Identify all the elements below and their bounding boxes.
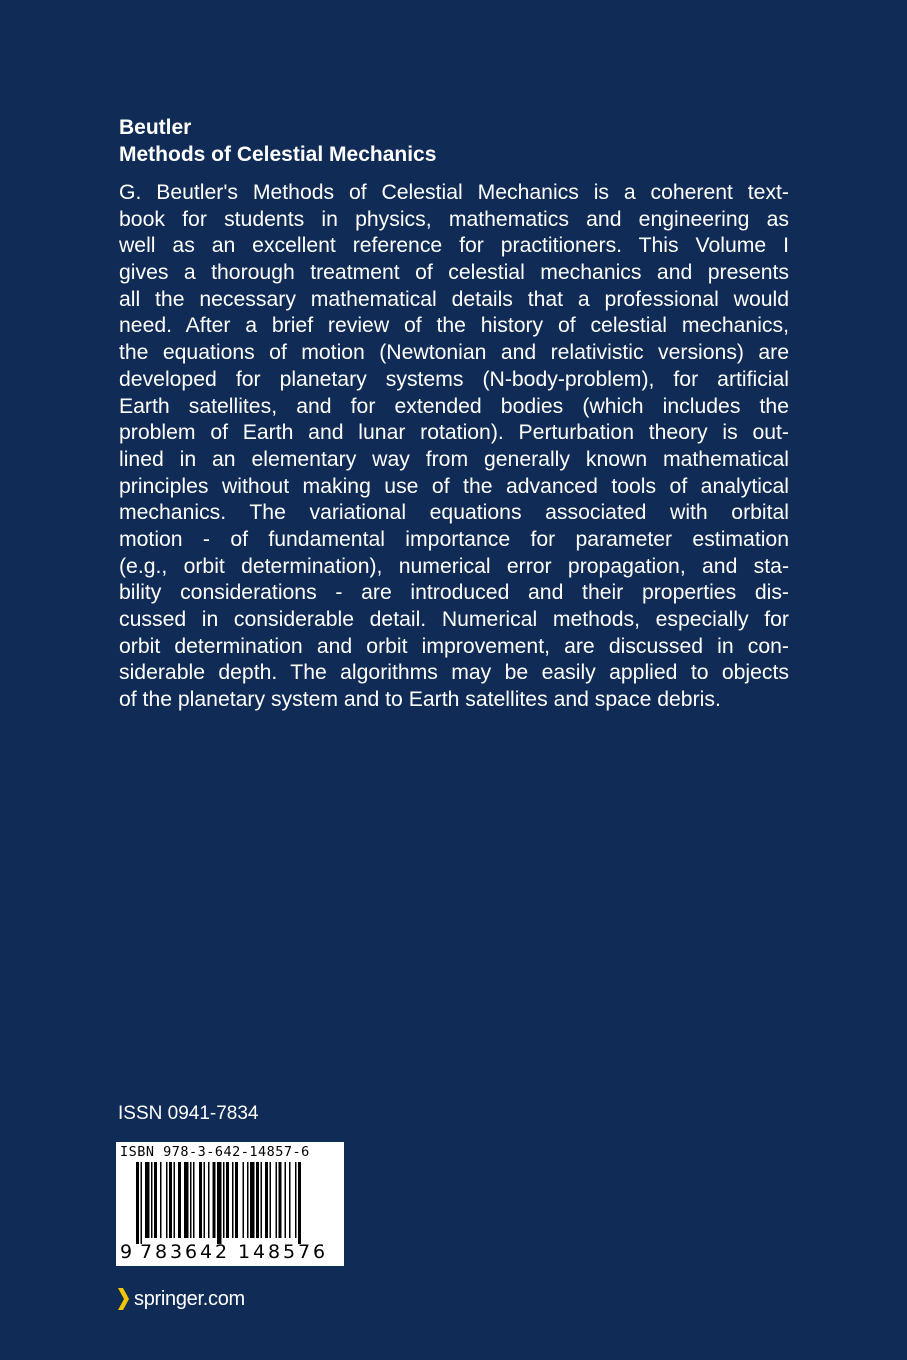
- isbn-barcode: [116, 1142, 344, 1266]
- barcode-digits: [116, 1239, 344, 1263]
- description-line: need. After a brief review of the history of celestial mechanics,: [119, 314, 789, 338]
- barcode-digit: 4: [253, 1241, 266, 1263]
- barcode-bar: [136, 1162, 139, 1244]
- barcode-digit: 7: [298, 1241, 311, 1263]
- barcode-bar: [217, 1162, 222, 1244]
- barcode-bar: [256, 1162, 259, 1238]
- description-line: lined in an elementary way from generally known mathematical: [119, 447, 789, 471]
- barcode-bar: [298, 1162, 301, 1244]
- description-line: orbit determination and orbit improvement, are discussed in con-: [119, 634, 789, 658]
- barcode-bar: [141, 1162, 143, 1244]
- barcode-bar: [174, 1162, 176, 1238]
- barcode-bar: [261, 1162, 263, 1238]
- barcode-digit: 8: [268, 1241, 281, 1263]
- barcode-bar: [232, 1162, 234, 1238]
- barcode-bar: [289, 1162, 291, 1238]
- barcode-bar: [190, 1162, 192, 1238]
- description-line: all the necessary mathematical details that a professional would: [119, 287, 789, 311]
- description-line: developed for planetary systems (N-body-problem), for artificial: [119, 367, 789, 391]
- barcode-bar: [265, 1162, 268, 1238]
- barcode-digit: 2: [215, 1241, 228, 1263]
- barcode-digit: 4: [200, 1241, 213, 1263]
- barcode-digit: 6: [313, 1241, 326, 1263]
- description-line: cussed in considerable detail. Numerical methods, especially for: [119, 608, 789, 631]
- barcode-bar: [213, 1162, 216, 1238]
- barcode-bar: [184, 1162, 189, 1238]
- barcode-bar: [145, 1162, 150, 1238]
- description-line: of the planetary system and to Earth satellites and space debris.: [119, 688, 721, 712]
- description-line: problem of Earth and lunar rotation). Perturbation theory is out-: [119, 421, 789, 445]
- barcode-digit: 1: [238, 1241, 251, 1263]
- author-name: Beutler: [119, 116, 192, 139]
- barcode-bar: [169, 1162, 172, 1238]
- description-line: principles without making use of the advanced tools of analytical: [119, 474, 789, 498]
- barcode-bar: [276, 1162, 278, 1238]
- description-line: mechanics. The variational equations associated with orbital: [119, 501, 789, 525]
- issn-number: ISSN 0941-7834: [118, 1103, 259, 1124]
- barcode-digit: 5: [283, 1241, 296, 1263]
- description-line: Earth satellites, and for extended bodies (which includes the: [119, 394, 789, 418]
- description-line: the equations of motion (Newtonian and relativistic versions) are: [119, 341, 789, 365]
- barcode-bar: [166, 1162, 168, 1238]
- springer-logo: [117, 1286, 245, 1312]
- barcode-bar: [160, 1162, 162, 1238]
- description-line: G. Beutler's Methods of Celestial Mechanics is a coherent text-: [119, 181, 789, 204]
- barcode-bar: [154, 1162, 157, 1238]
- description-line: (e.g., orbit determination), numerical error propagation, and sta-: [119, 554, 789, 578]
- barcode-bar: [151, 1162, 153, 1238]
- barcode-digit: 8: [155, 1241, 168, 1263]
- barcode-bar: [235, 1162, 238, 1238]
- description-line: book for students in physics, mathematics and engineering as: [119, 207, 789, 231]
- description-line: siderable depth. The algorithms may be easily applied to objects: [119, 661, 789, 685]
- barcode-bar: [199, 1162, 202, 1238]
- barcode-bar: [193, 1162, 195, 1238]
- barcode-digit: 3: [170, 1241, 183, 1263]
- barcode-bar: [295, 1162, 297, 1238]
- barcode-bar: [285, 1162, 287, 1238]
- description-line: bility considerations - are introduced and their properties dis-: [119, 581, 789, 605]
- book-title: Methods of Celestial Mechanics: [119, 143, 437, 166]
- barcode-bar: [204, 1162, 206, 1238]
- barcode-bar: [208, 1162, 210, 1238]
- barcode-bar: [250, 1162, 255, 1238]
- description-line: motion - of fundamental importance for parameter estimation: [119, 527, 789, 551]
- barcode-bar: [243, 1162, 245, 1238]
- barcode-bar: [270, 1162, 272, 1238]
- barcode-isbn-label: ISBN 978-3-642-14857-6: [120, 1144, 310, 1160]
- barcode-bar: [178, 1162, 181, 1238]
- barcode-bar: [247, 1162, 249, 1238]
- book-description: [119, 180, 789, 714]
- chevron-right-icon: [117, 1288, 129, 1310]
- publisher-website: springer.com: [134, 1287, 245, 1310]
- description-line: gives a thorough treatment of celestial mechanics and presents: [119, 261, 789, 285]
- description-line: well as an excellent reference for practitioners. This Volume I: [119, 234, 789, 258]
- barcode-digit: 6: [185, 1241, 198, 1263]
- barcode-digit: 9: [120, 1241, 133, 1263]
- barcode-bar: [279, 1162, 282, 1238]
- barcode-bar: [223, 1162, 225, 1238]
- barcode-digit: 7: [140, 1241, 153, 1263]
- barcode-bar: [226, 1162, 229, 1238]
